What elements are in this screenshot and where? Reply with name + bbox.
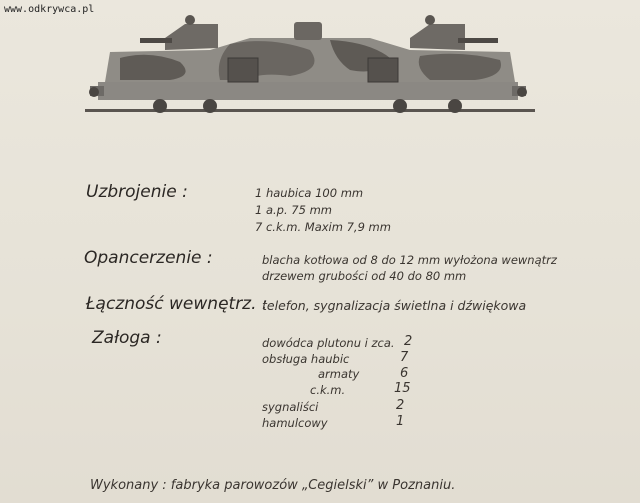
- armor-line: drzewem grubości od 40 do 80 mm: [262, 269, 467, 283]
- chassis: [98, 82, 518, 100]
- crew-count: 2: [404, 334, 413, 349]
- rail-line: [85, 109, 535, 112]
- armament-item: 7 c.k.m. Maxim 7,9 mm: [255, 220, 391, 234]
- left-turret: [165, 24, 218, 50]
- crew-role: armaty: [318, 367, 360, 381]
- crew-role: sygnaliści: [262, 400, 319, 414]
- crew-role: dowódca plutonu i zca.: [262, 336, 395, 350]
- armor-line: blacha kotłowa od 8 do 12 mm wyłożona wewnątrz: [262, 253, 557, 267]
- watermark: www.odkrywca.pl: [4, 4, 95, 15]
- crew-count: 6: [400, 366, 409, 381]
- crew-label: Załoga :: [92, 328, 162, 348]
- armament-item: 1 a.p. 75 mm: [255, 203, 332, 217]
- armored-railcar-drawing: [80, 10, 540, 122]
- center-turret: [294, 22, 322, 40]
- crew-role: c.k.m.: [310, 383, 346, 397]
- crew-count: 7: [400, 350, 409, 365]
- crew-role: obsługa haubic: [262, 352, 350, 366]
- buffer-right: [517, 87, 527, 97]
- crew-count: 2: [396, 398, 405, 413]
- armament-item: 1 haubica 100 mm: [255, 186, 364, 200]
- footer-note: Wykonany : fabryka parowozów „Cegielski” w Poznaniu.: [90, 478, 456, 493]
- buffer-left: [89, 87, 99, 97]
- armament-label: Uzbrojenie :: [86, 182, 188, 202]
- crew-count: 15: [394, 381, 411, 396]
- right-turret: [410, 24, 465, 50]
- crew-count: 1: [396, 414, 405, 429]
- crew-role: hamulcowy: [262, 416, 328, 430]
- armor-label: Opancerzenie :: [84, 248, 213, 268]
- comms-value: telefon, sygnalizacja świetlna i dźwiękowa: [262, 298, 527, 313]
- comms-label: Łączność wewnętrz. :: [86, 294, 268, 314]
- left-gun: [140, 38, 172, 43]
- right-gun: [458, 38, 498, 43]
